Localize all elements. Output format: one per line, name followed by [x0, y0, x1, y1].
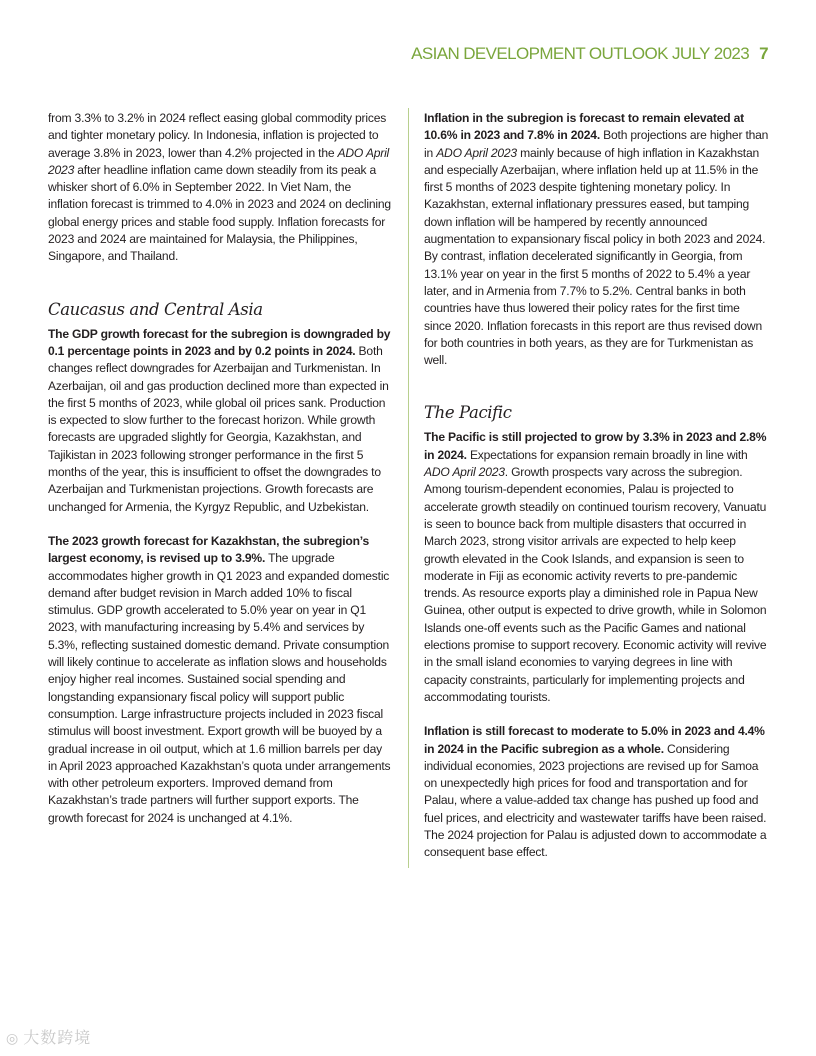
ado-reference: ADO April 2023	[424, 465, 505, 480]
lead-sentence: The 2023 growth forecast for Kazakhstan, the subregion’s largest economy, is revised up to 3.9%.	[48, 533, 370, 566]
ado-reference: ADO April 2023	[48, 145, 390, 177]
ccb-watermark-icon: ◎	[6, 1030, 20, 1046]
watermark-text: 大数跨境	[23, 1030, 92, 1047]
southeast-asia-inflation-paragraph: from 3.3% to 3.2% in 2024 reflect easing global commodity prices and tighter monetary policy. In Indonesia, inflation is projected to average 3.8% in 2023, lower than 4.2% projected in the ADO April 2023 after headline inflation came down steadily from its peak a whisker short of 6.0% in September 2022. In Viet Nam, the inflation forecast is trimmed to 4.0% in 2023 and 2024 on declining global energy prices and stable food supply. Inflation forecasts for 2023 and 2024 are maintained for Malaysia, the Philippines, Singapore, and Thailand.	[48, 111, 391, 264]
right-column	[424, 110, 770, 879]
lead-sentence: The GDP growth forecast for the subregion is downgraded by 0.1 percentage points in 2023 and by 0.2 points in 2024.	[48, 326, 391, 358]
caucasus-inflation-paragraph: Inflation in the subregion is forecast to remain elevated at 10.6% in 2023 and 7.8% in 2024. Both projections are higher than in ADO April 2023 mainly because of high inflation in Kazakhstan and especially Azerbaijan, where inflation held up at 11.5% in the first 5 months of 2023 despite tightening monetary policy. In Kazakhstan, external inflationary pressures eased, but tamping down inflation will be hampered by recently announced augmentation to expansionary fiscal policy in both 2023 and 2024. By contrast, inflation decelerated significantly in Georgia, from 13.1% year on year in the first 5 months of 2022 to 5.4% a year later, and in Armenia from 7.7% to 5.2%. Central banks in both countries have thus lowered their policy rates for the first time since 2020. Inflation forecasts in this report are thus revised down for both countries in both years, as they are for Turkmenistan as well.	[424, 111, 769, 368]
page-number: 7	[759, 44, 768, 63]
ado-reference: ADO April 2023	[436, 145, 517, 160]
running-header	[411, 44, 768, 64]
kazakhstan-growth-paragraph: The 2023 growth forecast for Kazakhstan, the subregion’s largest economy, is revised up to 3.9%. The upgrade accommodates higher growth in Q1 2023 and expanded domestic demand after budget revision in March added 10% to fiscal stimulus. GDP growth accelerated to 5.0% year on year in Q1 2023, with manufacturing increasing by 5.4% and services by 5.3%, reflecting sustained domestic demand. Private consumption will likely continue to accelerate as inflation slows and households enjoy higher real incomes. Sustained social spending and longstanding expansionary fiscal policy will support public consumption. Large infrastructure projects included in 2023 fiscal stimulus will boost investment. Export growth will be buoyed by a gradual increase in oil output, which at 1.6 million barrels per day in April 2023 approached Kazakhstan’s quota under arrangements with other petroleum exporters. Improved demand from Kazakhstan’s trade partners will further support exports. The growth forecast for 2024 is unchanged at 4.1%.	[48, 533, 391, 825]
section-heading-caucasus: Caucasus and Central Asia	[48, 299, 263, 319]
section-heading-pacific: The Pacific	[424, 403, 512, 423]
lead-sentence: Inflation in the subregion is forecast to remain elevated at 10.6% in 2023 and 7.8% in 2024.	[424, 111, 744, 143]
lead-sentence: Inflation is still forecast to moderate to 5.0% in 2023 and 4.4% in 2024 in the Pacific subregion as a whole.	[424, 724, 765, 756]
publication-title: ASIAN DEVELOPMENT OUTLOOK JULY 2023	[411, 44, 750, 63]
lead-sentence: The Pacific is still projected to grow by 3.3% in 2023 and 2.8% in 2024.	[424, 430, 767, 462]
watermark	[6, 1025, 91, 1048]
caucasus-growth-paragraph: The GDP growth forecast for the subregion is downgraded by 0.1 percentage points in 2023 and by 0.2 points in 2024. Both changes reflect downgrades for Azerbaijan and Turkmenistan. In Azerbaijan, oil and gas production declined more than expected in the first 5 months of 2023, while global oil prices sank. Production is expected to slow further to the forecast horizon. While growth forecasts are upgraded slightly for Georgia, Kazakhstan, and Tajikistan in 2023 following stronger performance in the first 5 months of the year, this is insufficient to offset the downgrades to Azerbaijan and Turkmenistan projections. Growth forecasts are unchanged for Armenia, the Kyrgyz Republic, and Uzbekistan.	[48, 326, 391, 514]
left-column	[48, 110, 392, 844]
column-divider	[408, 108, 409, 868]
pacific-inflation-paragraph: Inflation is still forecast to moderate to 5.0% in 2023 and 4.4% in 2024 in the Pacific subregion as a whole. Considering individual economies, 2023 projections are revised up for Samoa on unexpectedly high prices for food and transportation and for Palau, where a value-added tax change has pushed up food and fuel prices, and electricity and wastewater tariffs have been raised. The 2024 projection for Palau is adjusted down to accommodate a consequent base effect.	[424, 724, 767, 860]
pacific-growth-paragraph: The Pacific is still projected to grow by 3.3% in 2023 and 2.8% in 2024. Expectations for expansion remain broadly in line with ADO April 2023. Growth prospects vary across the subregion. Among tourism-dependent economies, Palau is projected to accelerate growth steadily on continued tourism recovery, Vanuatu is seen to bounce back from multiple disasters that occurred in March 2023, strong visitor arrivals are expected to help keep growth elevated in the Cook Islands, and expansion is seen to moderate in Fiji as economic activity reverts to pre-pandemic trends. As resource exports play a diminished role in Papua New Guinea, other output is expected to drive growth, while in Solomon Islands one-off events such as the Pacific Games and national elections promise to support recovery. Economic activity will revive in the small island economies to varying degrees in line with capacity constraints, particularly for implementing projects and accommodating tourists.	[424, 430, 767, 704]
